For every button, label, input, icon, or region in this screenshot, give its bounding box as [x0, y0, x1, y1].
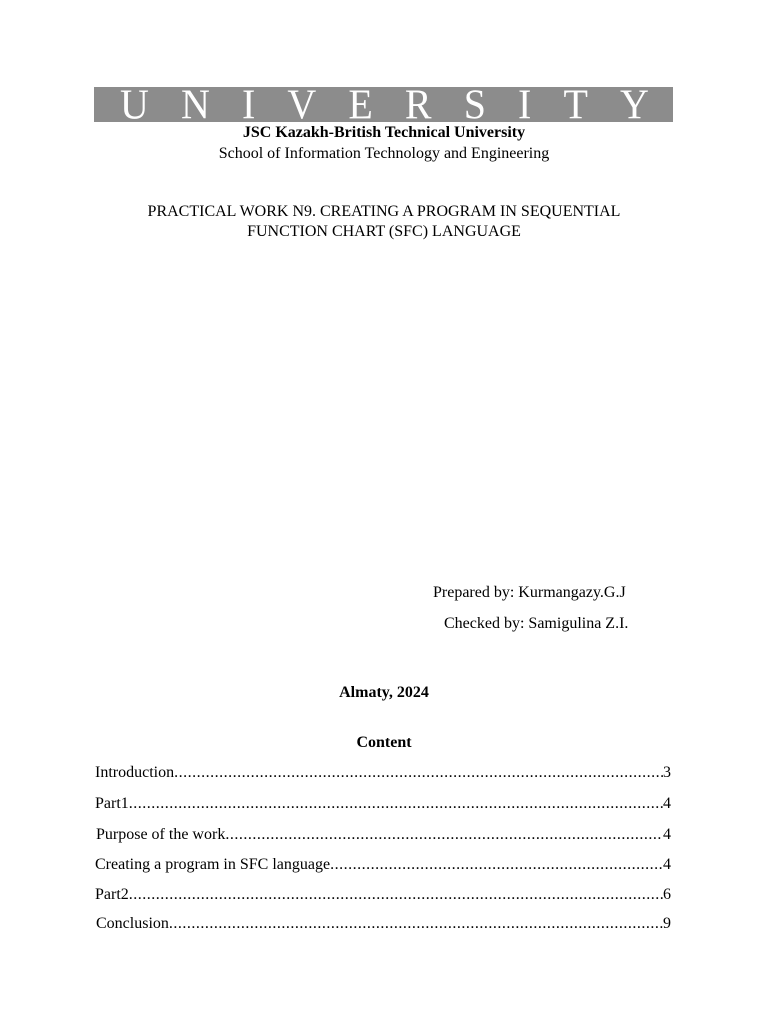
toc-item-conclusion[interactable] [96, 915, 671, 935]
toc-page-number: 4 [663, 856, 671, 873]
banner-letter: V [287, 87, 317, 122]
toc-label: Creating a program in SFC language [95, 856, 331, 873]
university-name: JSC Kazakh-British Technical University [242, 124, 526, 141]
toc-item-part1[interactable] [95, 795, 671, 815]
toc-leader [330, 856, 663, 874]
toc-page-number: 3 [663, 764, 671, 781]
toc-leader [169, 915, 663, 933]
school-name: School of Information Technology and Engineering [218, 145, 550, 162]
banner-letter: R [404, 87, 432, 122]
toc-item-purpose[interactable] [96, 826, 671, 846]
toc-page-number: 9 [663, 915, 671, 932]
banner-letter: U [120, 87, 149, 122]
banner-letter: T [563, 87, 588, 122]
contents-heading: Content [356, 734, 412, 751]
banner-letter: E [348, 87, 373, 122]
toc-item-creating-program[interactable] [95, 856, 671, 876]
toc-label: Part1 [95, 795, 129, 812]
university-banner [94, 87, 673, 122]
banner-letter: I [241, 87, 256, 122]
checked-by: Checked by: Samigulina Z.I. [444, 615, 629, 632]
toc-label: Part2 [95, 886, 129, 903]
toc-leader [225, 826, 663, 844]
prepared-by: Prepared by: Kurmangazy.G.J [433, 584, 626, 601]
banner-letter: I [518, 87, 532, 122]
toc-leader [129, 886, 663, 904]
toc-label: Introduction [95, 764, 175, 781]
toc-page-number: 4 [663, 795, 671, 812]
city-year: Almaty, 2024 [339, 684, 429, 701]
toc-leader [174, 764, 663, 782]
toc-item-part2[interactable] [95, 886, 671, 906]
toc-leader [129, 795, 663, 813]
banner-letter: N [180, 87, 210, 122]
toc-item-introduction[interactable] [95, 764, 671, 784]
toc-label: Conclusion [96, 915, 169, 932]
toc-label: Purpose of the work [96, 826, 226, 843]
banner-letter: S [463, 87, 486, 122]
toc-page-number: 6 [663, 886, 671, 903]
document-title-line2: FUNCTION CHART (SFC) LANGUAGE [247, 223, 521, 240]
toc-page-number: 4 [663, 826, 671, 843]
document-title-line1: PRACTICAL WORK N9. CREATING A PROGRAM IN SEQUENTIAL [147, 203, 621, 220]
banner-letter: Y [619, 87, 649, 122]
